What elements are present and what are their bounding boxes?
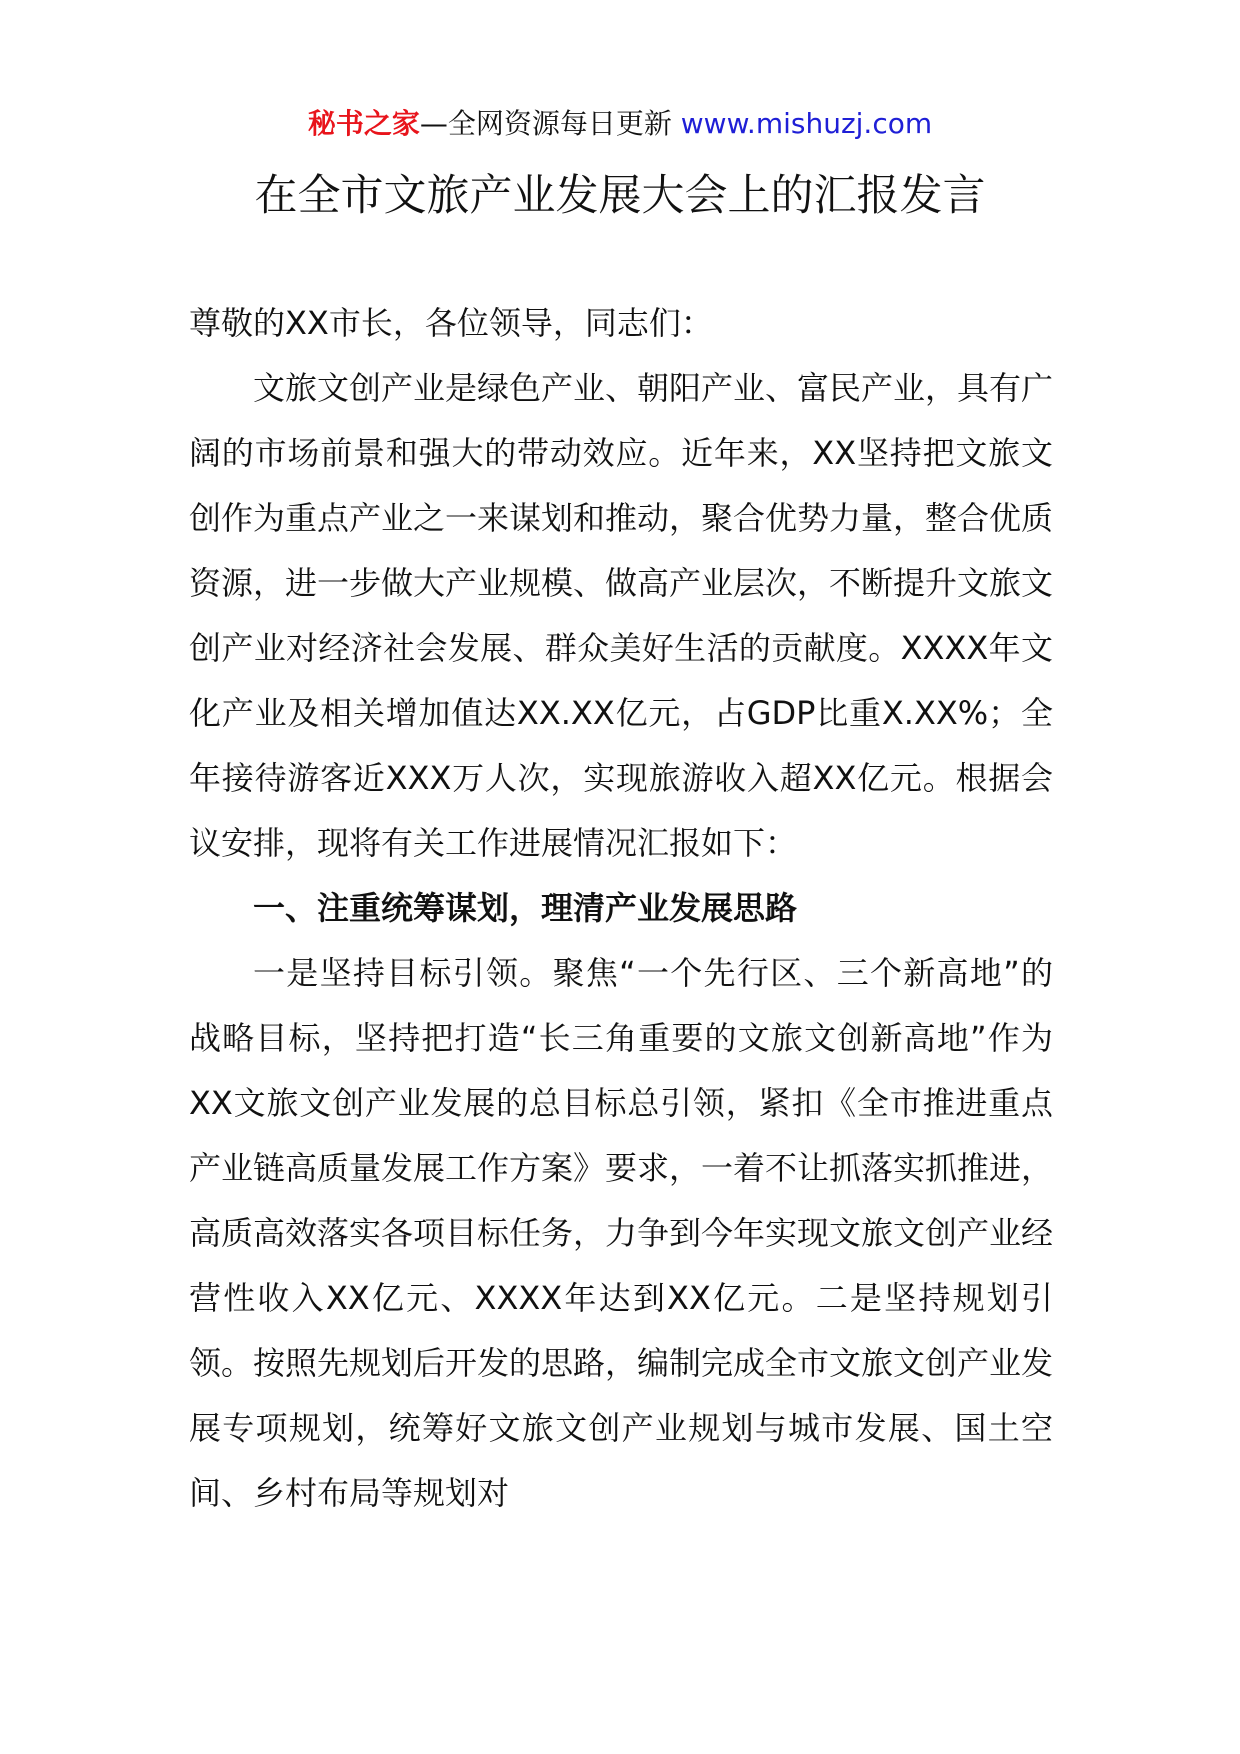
intro-paragraph: 文旅文创产业是绿色产业、朝阳产业、富民产业，具有广阔的市场前景和强大的带动效应。近年来，XX坚持把文旅文创作为重点产业之一来谋划和推动，聚合优势力量，整合优质资源，进一步做大产业规模、做高产业层次，不断提升文旅文创产业对经济社会发展、群众美好生活的贡献度。XXXX年文化产业及相关增加值达XX.XX亿元，占GDP比重X.XX%；全年接待游客近XXX万人次，实现旅游收入超XX亿元。根据会议安排，现将有关工作进展情况汇报如下： xyxy=(189,369,1054,862)
document-title: 在全市文旅产业发展大会上的汇报发言 xyxy=(254,171,986,221)
site-url-link[interactable]: www.mishuzj.com xyxy=(680,107,933,140)
section-1-heading: 一、注重统筹谋划，理清产业发展思路 xyxy=(253,889,798,927)
site-tagline: —全网资源每日更新 xyxy=(419,107,681,140)
site-brand: 秘书之家 xyxy=(307,107,420,140)
site-header xyxy=(0,104,1240,144)
document-body xyxy=(189,291,1053,1526)
section-1-paragraph: 一是坚持目标引领。聚焦“一个先行区、三个新高地”的战略目标，坚持把打造“长三角重要的文旅文创新高地”作为XX文旅文创产业发展的总目标总引领，紧扣《全市推进重点产业链高质量发展工作方案》要求，一着不让抓落实抓推进，高质高效落实各项目标任务，力争到今年实现文旅文创产业经营性收入XX亿元、XXXX年达到XX亿元。二是坚持规划引领。按照先规划后开发的思路，编制完成全市文旅文创产业发展专项规划，统筹好文旅文创产业规划与城市发展、国土空间、乡村布局等规划对 xyxy=(189,954,1054,1512)
salutation: 尊敬的XX市长，各位领导，同志们： xyxy=(189,304,713,342)
